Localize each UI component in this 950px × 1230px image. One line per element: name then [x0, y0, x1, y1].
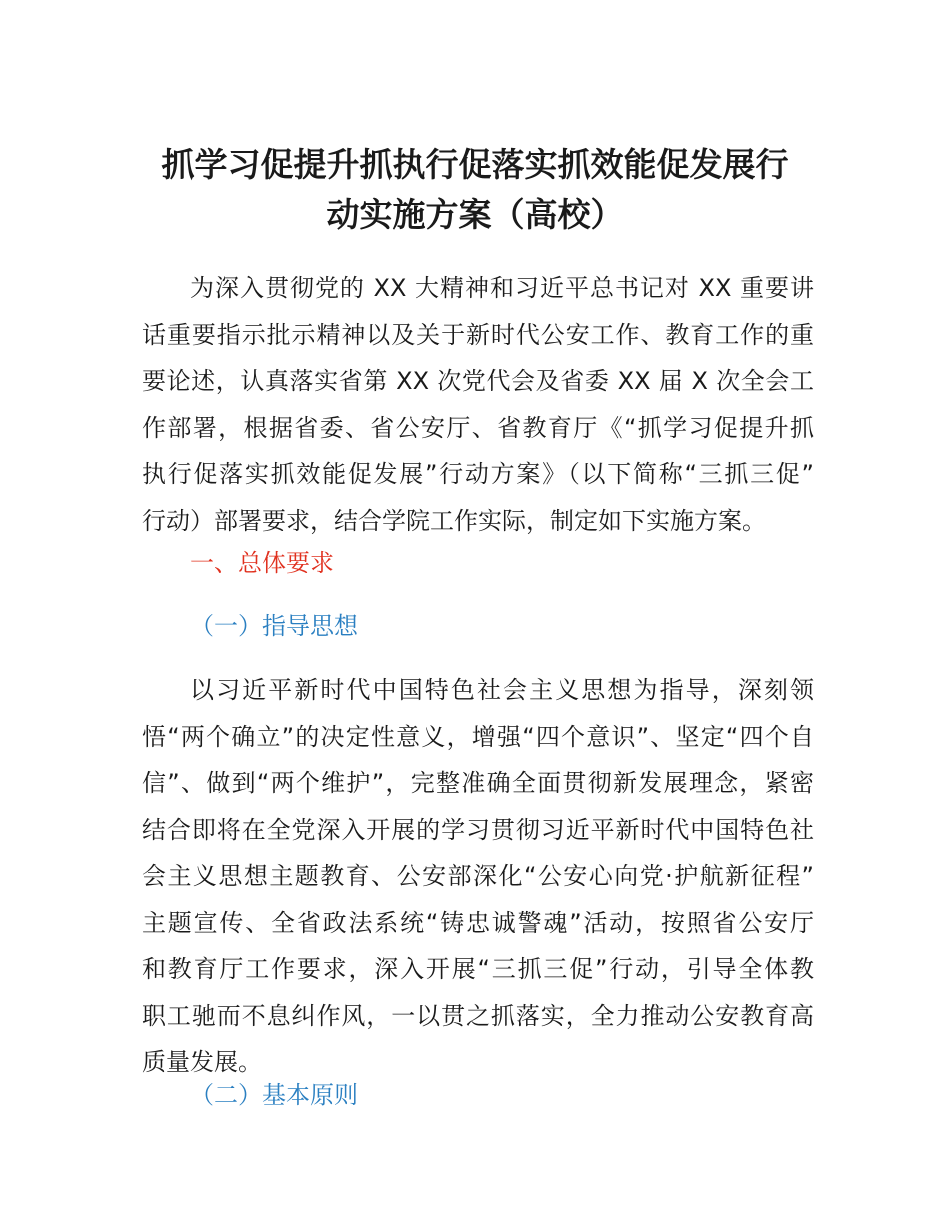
guiding-line-4: 结合即将在全党深入开展的学习贯彻习近平新时代中国特色社 [142, 815, 814, 844]
guiding-line-8: 职工驰而不息纠作风，一以贯之抓落实，全力推动公安教育高 [142, 1001, 814, 1030]
guiding-line-7: 和教育厅工作要求，深入开展“三抓三促”行动，引导全体教 [142, 955, 814, 983]
guiding-line-6: 主题宣传、全省政法系统“铸忠诚警魂”活动，按照省公安厅 [142, 908, 814, 937]
document-title [120, 140, 830, 240]
guiding-line-2: 悟“两个确立”的决定性意义，增强“四个意识”、坚定“四个自 [142, 722, 814, 751]
intro-line-5: 执行促落实抓效能促发展”行动方案》（以下简称“三抓三促” [142, 460, 814, 488]
guiding-thought-paragraph [142, 667, 814, 1086]
title-line-1: 抓学习促提升抓执行促落实抓效能促发展行 [161, 145, 789, 184]
intro-paragraph [142, 265, 814, 544]
guiding-line-1: 以习近平新时代中国特色社会主义思想为指导，深刻领 [190, 676, 814, 704]
subsection-heading-guiding-thought: （一）指导思想 [190, 612, 358, 640]
guiding-line-3: 信”、做到“两个维护”，完整准确全面贯彻新发展理念，紧密 [142, 769, 814, 797]
intro-line-2: 话重要指示批示精神以及关于新时代公安工作、教育工作的重 [142, 320, 814, 349]
subsection-heading-basic-principles: （二）基本原则 [190, 1081, 358, 1109]
intro-line-3: 要论述，认真落实省第 XX 次党代会及省委 XX 届 X 次全会工 [142, 367, 814, 395]
guiding-line-9: 质量发展。 [142, 1048, 262, 1076]
intro-line-4: 作部署，根据省委、省公安厅、省教育厅《“抓学习促提升抓 [142, 413, 814, 442]
guiding-line-5: 会主义思想主题教育、公安部深化“公安心向党·护航新征程” [142, 862, 814, 890]
intro-line-6: 行动）部署要求，结合学院工作实际，制定如下实施方案。 [142, 506, 766, 535]
section-heading-general-requirements: 一、总体要求 [190, 549, 334, 577]
intro-line-1: 为深入贯彻党的 XX 大精神和习近平总书记对 XX 重要讲 [190, 274, 814, 302]
title-line-2: 动实施方案（高校） [326, 195, 624, 234]
